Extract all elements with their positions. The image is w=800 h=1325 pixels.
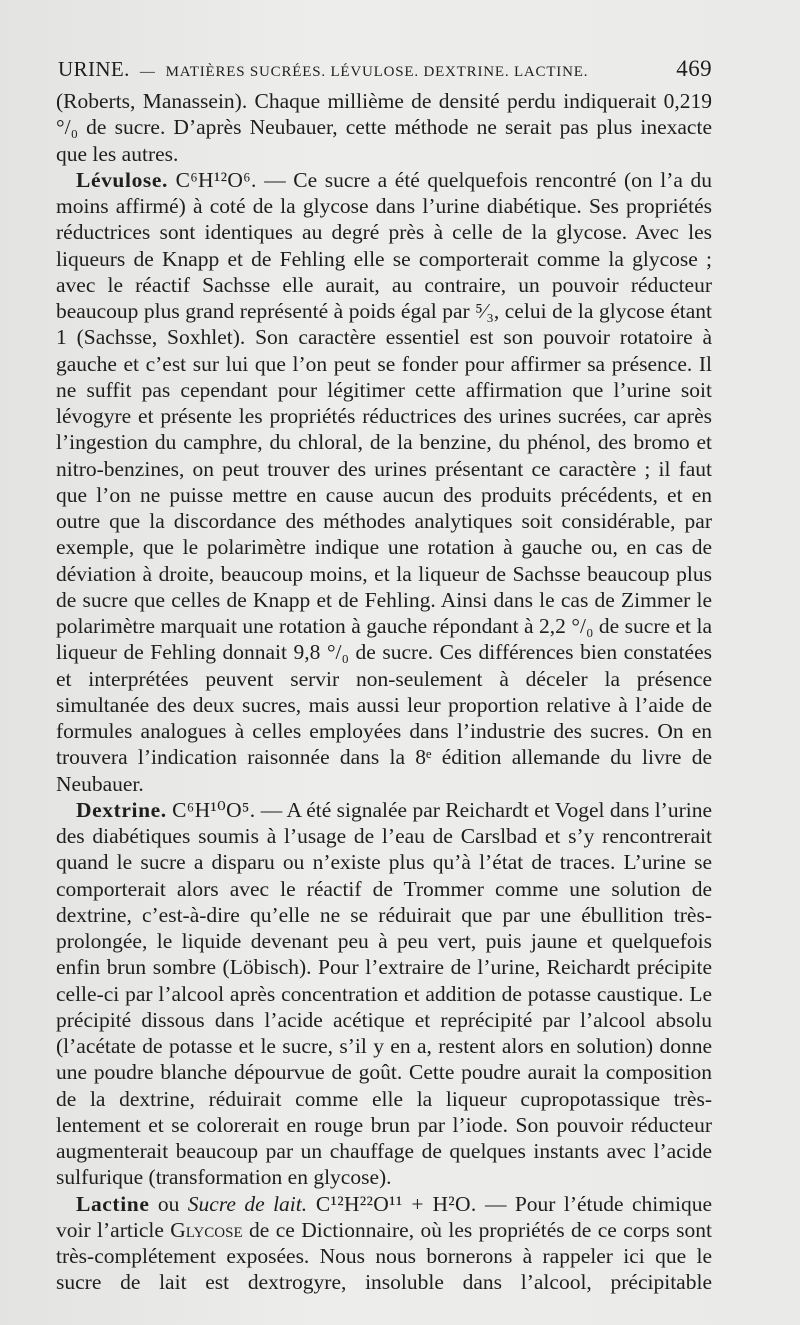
levulose-text: — Ce sucre a été quelquefois rencontré (on l’a du moins affirmé) à coté de la glycose dans l’urine diabétique. Ses propriétés réductrices sont identiques au degré près à celle de la glycose. Avec les liqueurs de Knapp et de Fehling elle se comporterait comme la glycose ; avec le réactif Sachsse elle aurait, au contraire, un pouvoir réducteur beaucoup plus grand représenté à poids égal par ⁵⁄₃, celui de la glycose étant 1 (Sachsse, Soxhlet). Son caractère essentiel est son pouvoir rotatoire à gauche et c’est sur lui que l’on peut se fonder pour affirmer sa présence. Il ne suffit pas cependant pour légitimer cette affirmation que l’urine soit lévogyre et présente les propriétés réductrices des urines sucrées, car après l’ingestion du camphre, du chloral, de la benzine, du phénol, des bromo et nitro-benzines, on peut trouver des urines présentant ce caractère ; il faut que l’on ne puisse mettre en cause aucun des produits précédents, et en outre que la discordance des méthodes analytiques soit considérable, par exemple, que le polarimètre indique une rotation à gauche ou, en cas de déviation à droite, beaucoup moins, et la liqueur de Sachsse beaucoup plus de sucre que celles de Knapp et de Fehling. Ainsi dans le cas de Zimmer le polarimètre marquait une rotation à gauche répondant à 2,2 °/₀ de sucre et la liqueur de Fehling donnait 9,8 °/₀ de sucre. Ces différences bien constatées et interprétées peuvent servir non-seulement à déceler la présence simultanée des deux sucres, mais aussi leur proportion relative à l’aide de formules analogues à celles employées dans l’industrie des sucres. On en trouvera l’indication raisonnée dans la 8ᵉ édition allemande du livre de Neubauer. (56, 167, 712, 796)
page-number: 469 (676, 56, 712, 81)
dextrine-text: — A été signalée par Reichardt et Vogel dans l’urine des diabétiques soumis à l’usage de l’eau de Carslbad et s’y rencontrerait quand le sucre a disparu ou n’existe plus qu’à l’état de traces. L’urine se comporterait alors avec le réactif de Trommer comme une solution de dextrine, c’est-à-dire qu’elle ne se réduirait que par une ébullition très-prolongée, le liquide devenant peu à peu vert, puis jaune et quelquefois enfin brun sombre (Löbisch). Pour l’extraire de l’urine, Reichardt précipite celle-ci par l’alcool après concentration et addition de potasse caustique. Le précipité dissous dans l’acide acétique et reprécipité par l’alcool absolu (l’acétate de potasse et le sucre, s’il y en a, restent alors en solution) donne une poudre blanche dépourvue de goût. Cette poudre aurait la composition de la dextrine, réduirait comme elle la liqueur cupropotassique très-lentement et se colorerait en rouge brun par l’iode. Son pouvoir réducteur augmenterait beaucoup par un chauffage de quelques instants avec l’acide sulfurique (transformation en glycose). (56, 797, 712, 1190)
running-header (58, 56, 712, 86)
lactine-text-a: — Pour l’étude chimique voir l’article (56, 1191, 712, 1242)
lactine-text-b: de ce Dictionnaire, où les propriétés de ce corps sont très-complétement exposées. Nous nous bornerons à rappeler ici que le sucre de lait est dextrogyre, insoluble dans l’alcool, précipitable (56, 1217, 712, 1295)
formula-dextrine: C⁶H¹⁰O⁵. (172, 797, 256, 822)
formula-levulose: C⁶H¹²O⁶. (175, 167, 257, 192)
header-title (58, 57, 588, 82)
term-levulose: Lévulose. (76, 167, 168, 192)
header-section: URINE. (58, 57, 130, 81)
body-text (56, 88, 712, 1296)
paragraph-lactine (56, 1191, 712, 1296)
lactine-connector: ou (149, 1191, 188, 1216)
term-lactine: Lactine (76, 1191, 150, 1216)
lactine-small-caps-ref: Glycose (170, 1217, 243, 1242)
formula-lactine: C¹²H²²O¹¹ + H²O. (307, 1191, 477, 1216)
header-subject: MATIÈRES SUCRÉES. LÉVULOSE. DEXTRINE. LACTINE. (165, 64, 589, 80)
paragraph-continuation: (Roberts, Manassein). Chaque millième de densité perdu indiquerait 0,219 °/₀ de sucre. D’après Neubauer, cette méthode ne serait pas plus inexacte que les autres. (56, 89, 712, 166)
term-dextrine: Dextrine. (76, 797, 167, 822)
paragraph-dextrine (56, 797, 712, 1191)
header-dash: — (139, 64, 156, 80)
lactine-alt-name: Sucre de lait. (187, 1191, 308, 1216)
paragraph-levulose (56, 167, 712, 797)
